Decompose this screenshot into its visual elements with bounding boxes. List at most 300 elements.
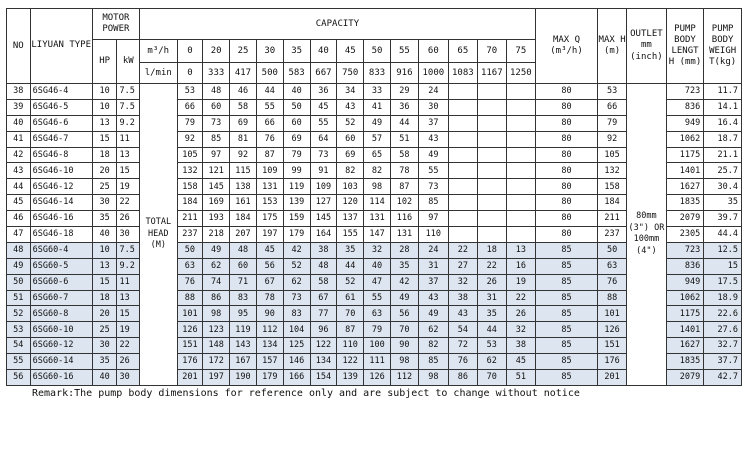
head-value: 79 <box>364 322 391 338</box>
row-number: 41 <box>7 131 31 147</box>
motor-kw: 7.5 <box>117 84 140 100</box>
flow-m3h-header: 50 <box>364 40 391 63</box>
max-h-value: 79 <box>598 115 627 131</box>
pump-length-value: 1627 <box>666 179 704 195</box>
header-kw: kW <box>117 40 140 84</box>
flow-lmin-header: 667 <box>310 63 337 84</box>
max-h-value: 132 <box>598 163 627 179</box>
head-value: 60 <box>283 115 310 131</box>
head-value: 73 <box>310 147 337 163</box>
head-value <box>506 227 535 243</box>
pump-weight-value: 18.7 <box>704 131 742 147</box>
max-h-value: 151 <box>598 338 627 354</box>
head-value: 137 <box>337 211 364 227</box>
head-value: 157 <box>256 354 283 370</box>
head-value: 98 <box>390 354 418 370</box>
head-value: 88 <box>177 290 203 306</box>
flow-m3h-header: 20 <box>203 40 230 63</box>
head-value: 69 <box>230 115 257 131</box>
motor-kw: 22 <box>117 195 140 211</box>
head-value: 101 <box>177 306 203 322</box>
head-value: 35 <box>477 306 506 322</box>
head-value: 43 <box>448 306 477 322</box>
head-value: 158 <box>177 179 203 195</box>
head-value: 72 <box>448 338 477 354</box>
pump-weight-value: 30.4 <box>704 179 742 195</box>
head-value: 85 <box>418 195 448 211</box>
head-value: 27 <box>448 258 477 274</box>
head-value: 207 <box>230 227 257 243</box>
head-value <box>448 147 477 163</box>
flow-lmin-header: 417 <box>230 63 257 84</box>
pump-length-value: 1627 <box>666 338 704 354</box>
model-type: 6SG60-4 <box>30 242 92 258</box>
motor-kw: 22 <box>117 338 140 354</box>
head-value: 33 <box>364 84 391 100</box>
head-value: 123 <box>203 322 230 338</box>
flow-m3h-header: 60 <box>418 40 448 63</box>
head-value: 35 <box>390 258 418 274</box>
head-value: 31 <box>477 290 506 306</box>
head-value: 44 <box>477 322 506 338</box>
head-value: 161 <box>230 195 257 211</box>
head-value <box>506 115 535 131</box>
head-value: 100 <box>364 338 391 354</box>
flow-m3h-header: 0 <box>177 40 203 63</box>
pump-length-value: 1401 <box>666 322 704 338</box>
model-type: 6SG46-6 <box>30 115 92 131</box>
head-value: 38 <box>506 338 535 354</box>
head-value: 32 <box>448 274 477 290</box>
head-value: 76 <box>177 274 203 290</box>
head-value: 53 <box>177 84 203 100</box>
head-value <box>506 195 535 211</box>
head-value: 37 <box>418 115 448 131</box>
max-q-value: 85 <box>535 290 597 306</box>
head-value: 86 <box>448 370 477 386</box>
model-type: 6SG46-10 <box>30 163 92 179</box>
model-type: 6SG46-14 <box>30 195 92 211</box>
pump-length-value: 2305 <box>666 227 704 243</box>
head-value: 87 <box>390 179 418 195</box>
head-value: 179 <box>283 227 310 243</box>
head-value <box>448 99 477 115</box>
head-value: 32 <box>364 242 391 258</box>
motor-hp: 18 <box>92 147 117 163</box>
head-value <box>448 84 477 100</box>
max-q-value: 85 <box>535 322 597 338</box>
row-number: 51 <box>7 290 31 306</box>
flow-m3h-header: 45 <box>337 40 364 63</box>
head-value: 50 <box>177 242 203 258</box>
motor-hp: 25 <box>92 322 117 338</box>
head-value: 148 <box>203 338 230 354</box>
head-value: 237 <box>177 227 203 243</box>
motor-kw: 19 <box>117 179 140 195</box>
flow-lmin-header: 1083 <box>448 63 477 84</box>
head-value: 62 <box>477 354 506 370</box>
head-value <box>506 211 535 227</box>
head-value: 40 <box>283 84 310 100</box>
flow-lmin-header: 583 <box>283 63 310 84</box>
head-value: 45 <box>310 99 337 115</box>
head-value <box>477 211 506 227</box>
head-value <box>477 115 506 131</box>
head-value: 44 <box>337 258 364 274</box>
head-value: 122 <box>310 338 337 354</box>
pump-weight-value: 14.1 <box>704 99 742 115</box>
head-value: 78 <box>256 290 283 306</box>
head-value: 112 <box>256 322 283 338</box>
head-value: 55 <box>364 290 391 306</box>
max-h-value: 105 <box>598 147 627 163</box>
outlet-size: 80mm (3") OR 100mm (4") <box>627 84 667 386</box>
flow-lmin-header: 1000 <box>418 63 448 84</box>
head-value: 115 <box>230 163 257 179</box>
head-value: 63 <box>364 306 391 322</box>
motor-kw: 30 <box>117 227 140 243</box>
head-value: 154 <box>310 370 337 386</box>
head-value: 122 <box>337 354 364 370</box>
head-value: 83 <box>230 290 257 306</box>
head-value: 70 <box>337 306 364 322</box>
head-value: 52 <box>337 274 364 290</box>
head-value: 47 <box>364 274 391 290</box>
pump-weight-value: 12.5 <box>704 242 742 258</box>
head-value: 48 <box>310 258 337 274</box>
head-value: 67 <box>256 274 283 290</box>
head-value: 56 <box>256 258 283 274</box>
model-type: 6SG60-14 <box>30 354 92 370</box>
head-value: 92 <box>230 147 257 163</box>
head-value: 38 <box>448 290 477 306</box>
head-value: 28 <box>390 242 418 258</box>
head-value: 76 <box>448 354 477 370</box>
head-value <box>448 211 477 227</box>
head-value <box>477 195 506 211</box>
head-value: 175 <box>256 211 283 227</box>
head-value: 184 <box>177 195 203 211</box>
max-h-value: 211 <box>598 211 627 227</box>
motor-kw: 13 <box>117 290 140 306</box>
motor-hp: 13 <box>92 258 117 274</box>
head-value: 66 <box>256 115 283 131</box>
head-value: 153 <box>256 195 283 211</box>
remark-note: Remark:The pump body dimensions for reference only and are subject to change without notice <box>32 388 580 399</box>
pump-length-value: 723 <box>666 242 704 258</box>
head-value: 95 <box>230 306 257 322</box>
head-value <box>477 99 506 115</box>
pump-length-value: 2079 <box>666 211 704 227</box>
pump-length-value: 1175 <box>666 147 704 163</box>
head-value: 121 <box>203 163 230 179</box>
pump-weight-value: 27.6 <box>704 322 742 338</box>
max-h-value: 53 <box>598 84 627 100</box>
head-value: 102 <box>390 195 418 211</box>
head-value <box>477 84 506 100</box>
head-value: 132 <box>177 163 203 179</box>
flow-lmin-header: 1167 <box>477 63 506 84</box>
head-value: 98 <box>418 370 448 386</box>
head-value <box>477 147 506 163</box>
head-value: 77 <box>310 306 337 322</box>
header-lmin-unit: l/min <box>140 63 178 84</box>
head-value: 63 <box>177 258 203 274</box>
motor-hp: 13 <box>92 115 117 131</box>
motor-kw: 15 <box>117 306 140 322</box>
head-value: 71 <box>230 274 257 290</box>
head-value: 159 <box>283 211 310 227</box>
head-value: 76 <box>256 131 283 147</box>
motor-kw: 11 <box>117 274 140 290</box>
head-value: 70 <box>477 370 506 386</box>
head-value: 43 <box>418 290 448 306</box>
head-value: 51 <box>390 131 418 147</box>
model-type: 6SG60-8 <box>30 306 92 322</box>
table-row <box>7 84 742 100</box>
motor-kw: 26 <box>117 354 140 370</box>
max-h-value: 126 <box>598 322 627 338</box>
row-number: 44 <box>7 179 31 195</box>
head-value: 37 <box>418 274 448 290</box>
head-value: 74 <box>203 274 230 290</box>
head-value: 83 <box>283 306 310 322</box>
head-value: 44 <box>390 115 418 131</box>
head-value: 62 <box>283 274 310 290</box>
max-q-value: 80 <box>535 84 597 100</box>
flow-lmin-header: 0 <box>177 63 203 84</box>
head-value <box>506 84 535 100</box>
motor-hp: 40 <box>92 227 117 243</box>
flow-m3h-header: 40 <box>310 40 337 63</box>
row-number: 50 <box>7 274 31 290</box>
head-value: 41 <box>364 99 391 115</box>
flow-lmin-header: 916 <box>390 63 418 84</box>
head-value: 82 <box>337 163 364 179</box>
motor-kw: 26 <box>117 211 140 227</box>
head-value: 172 <box>203 354 230 370</box>
max-q-value: 85 <box>535 274 597 290</box>
head-value: 19 <box>506 274 535 290</box>
row-number: 53 <box>7 322 31 338</box>
head-value: 139 <box>337 370 364 386</box>
head-value: 22 <box>477 258 506 274</box>
row-number: 55 <box>7 354 31 370</box>
motor-kw: 13 <box>117 147 140 163</box>
motor-hp: 35 <box>92 211 117 227</box>
pump-length-value: 949 <box>666 115 704 131</box>
head-value <box>506 179 535 195</box>
head-value: 147 <box>364 227 391 243</box>
head-value: 73 <box>418 179 448 195</box>
head-value: 201 <box>177 370 203 386</box>
motor-kw: 15 <box>117 163 140 179</box>
max-h-value: 76 <box>598 274 627 290</box>
head-value: 151 <box>177 338 203 354</box>
model-type: 6SG46-18 <box>30 227 92 243</box>
row-number: 45 <box>7 195 31 211</box>
head-value: 67 <box>310 290 337 306</box>
head-value: 48 <box>203 84 230 100</box>
head-value <box>448 163 477 179</box>
head-value: 110 <box>337 338 364 354</box>
header-motor-power: MOTOR POWER <box>92 9 139 40</box>
head-value: 40 <box>364 258 391 274</box>
head-value: 197 <box>203 370 230 386</box>
head-value: 167 <box>230 354 257 370</box>
head-value <box>506 163 535 179</box>
model-type: 6SG60-12 <box>30 338 92 354</box>
head-value: 42 <box>390 274 418 290</box>
max-h-value: 184 <box>598 195 627 211</box>
pump-spec-table <box>6 8 742 386</box>
head-value: 50 <box>283 99 310 115</box>
head-value: 24 <box>418 84 448 100</box>
head-value: 127 <box>310 195 337 211</box>
motor-hp: 30 <box>92 195 117 211</box>
header-m3h-unit: m³/h <box>140 40 178 63</box>
head-value: 60 <box>230 258 257 274</box>
head-value: 31 <box>418 258 448 274</box>
head-value: 120 <box>337 195 364 211</box>
head-value: 36 <box>390 99 418 115</box>
motor-kw: 9.2 <box>117 115 140 131</box>
pump-weight-value: 18.9 <box>704 290 742 306</box>
head-value: 58 <box>390 147 418 163</box>
head-value: 197 <box>256 227 283 243</box>
motor-kw: 19 <box>117 322 140 338</box>
flow-lmin-header: 500 <box>256 63 283 84</box>
row-number: 49 <box>7 258 31 274</box>
head-value: 53 <box>477 338 506 354</box>
head-value <box>448 115 477 131</box>
max-h-value: 237 <box>598 227 627 243</box>
model-type: 6SG46-7 <box>30 131 92 147</box>
head-value: 211 <box>177 211 203 227</box>
motor-hp: 40 <box>92 370 117 386</box>
flow-lmin-header: 750 <box>337 63 364 84</box>
head-value: 26 <box>506 306 535 322</box>
head-value: 64 <box>310 131 337 147</box>
head-value: 179 <box>256 370 283 386</box>
header-hp: HP <box>92 40 117 84</box>
head-value: 49 <box>364 115 391 131</box>
head-value: 69 <box>337 147 364 163</box>
head-value: 109 <box>256 163 283 179</box>
head-value: 87 <box>337 322 364 338</box>
head-value: 73 <box>283 290 310 306</box>
max-q-value: 85 <box>535 242 597 258</box>
head-value: 81 <box>230 131 257 147</box>
motor-kw: 11 <box>117 131 140 147</box>
header-outlet: OUTLET mm (inch) <box>627 9 667 84</box>
head-value: 57 <box>364 131 391 147</box>
motor-kw: 7.5 <box>117 99 140 115</box>
head-value: 97 <box>203 147 230 163</box>
max-q-value: 85 <box>535 370 597 386</box>
motor-hp: 25 <box>92 179 117 195</box>
pump-length-value: 1062 <box>666 290 704 306</box>
max-h-value: 158 <box>598 179 627 195</box>
pump-length-value: 1175 <box>666 306 704 322</box>
motor-hp: 18 <box>92 290 117 306</box>
head-value: 92 <box>177 131 203 147</box>
flow-m3h-header: 65 <box>448 40 477 63</box>
header-type: LIYUAN TYPE <box>30 9 92 84</box>
model-type: 6SG60-7 <box>30 290 92 306</box>
head-value: 139 <box>283 195 310 211</box>
head-value: 49 <box>203 242 230 258</box>
header-max-q: MAX Q (m³/h) <box>535 9 597 84</box>
head-value: 116 <box>390 211 418 227</box>
model-type: 6SG46-4 <box>30 84 92 100</box>
head-value: 32 <box>506 322 535 338</box>
head-value: 24 <box>418 242 448 258</box>
head-value <box>477 179 506 195</box>
head-value: 176 <box>177 354 203 370</box>
pump-weight-value: 42.7 <box>704 370 742 386</box>
model-type: 6SG46-5 <box>30 99 92 115</box>
pump-length-value: 1062 <box>666 131 704 147</box>
pump-length-value: 836 <box>666 99 704 115</box>
header-no: NO <box>7 9 31 84</box>
head-value: 126 <box>364 370 391 386</box>
motor-hp: 10 <box>92 84 117 100</box>
head-value <box>448 131 477 147</box>
head-value: 97 <box>418 211 448 227</box>
head-value: 62 <box>418 322 448 338</box>
model-type: 6SG46-12 <box>30 179 92 195</box>
max-h-value: 63 <box>598 258 627 274</box>
head-value: 60 <box>337 131 364 147</box>
head-value: 87 <box>256 147 283 163</box>
row-number: 42 <box>7 147 31 163</box>
head-value: 90 <box>390 338 418 354</box>
head-value: 73 <box>203 115 230 131</box>
motor-hp: 10 <box>92 99 117 115</box>
row-number: 40 <box>7 115 31 131</box>
head-value: 36 <box>310 84 337 100</box>
row-number: 48 <box>7 242 31 258</box>
row-number: 46 <box>7 211 31 227</box>
head-value: 90 <box>256 306 283 322</box>
motor-hp: 30 <box>92 338 117 354</box>
flow-lmin-header: 1250 <box>506 63 535 84</box>
max-q-value: 80 <box>535 227 597 243</box>
motor-hp: 35 <box>92 354 117 370</box>
pump-weight-value: 22.6 <box>704 306 742 322</box>
head-value: 48 <box>230 242 257 258</box>
row-number: 56 <box>7 370 31 386</box>
max-q-value: 85 <box>535 258 597 274</box>
head-value: 91 <box>310 163 337 179</box>
max-h-value: 201 <box>598 370 627 386</box>
head-value: 65 <box>364 147 391 163</box>
row-number: 52 <box>7 306 31 322</box>
head-value: 145 <box>310 211 337 227</box>
head-value: 44 <box>256 84 283 100</box>
head-value: 13 <box>506 242 535 258</box>
max-h-value: 66 <box>598 99 627 115</box>
pump-weight-value: 17.5 <box>704 274 742 290</box>
head-value: 98 <box>203 306 230 322</box>
head-value: 79 <box>283 147 310 163</box>
head-value <box>477 227 506 243</box>
motor-kw: 30 <box>117 370 140 386</box>
head-value <box>477 163 506 179</box>
head-value: 125 <box>283 338 310 354</box>
row-number: 54 <box>7 338 31 354</box>
